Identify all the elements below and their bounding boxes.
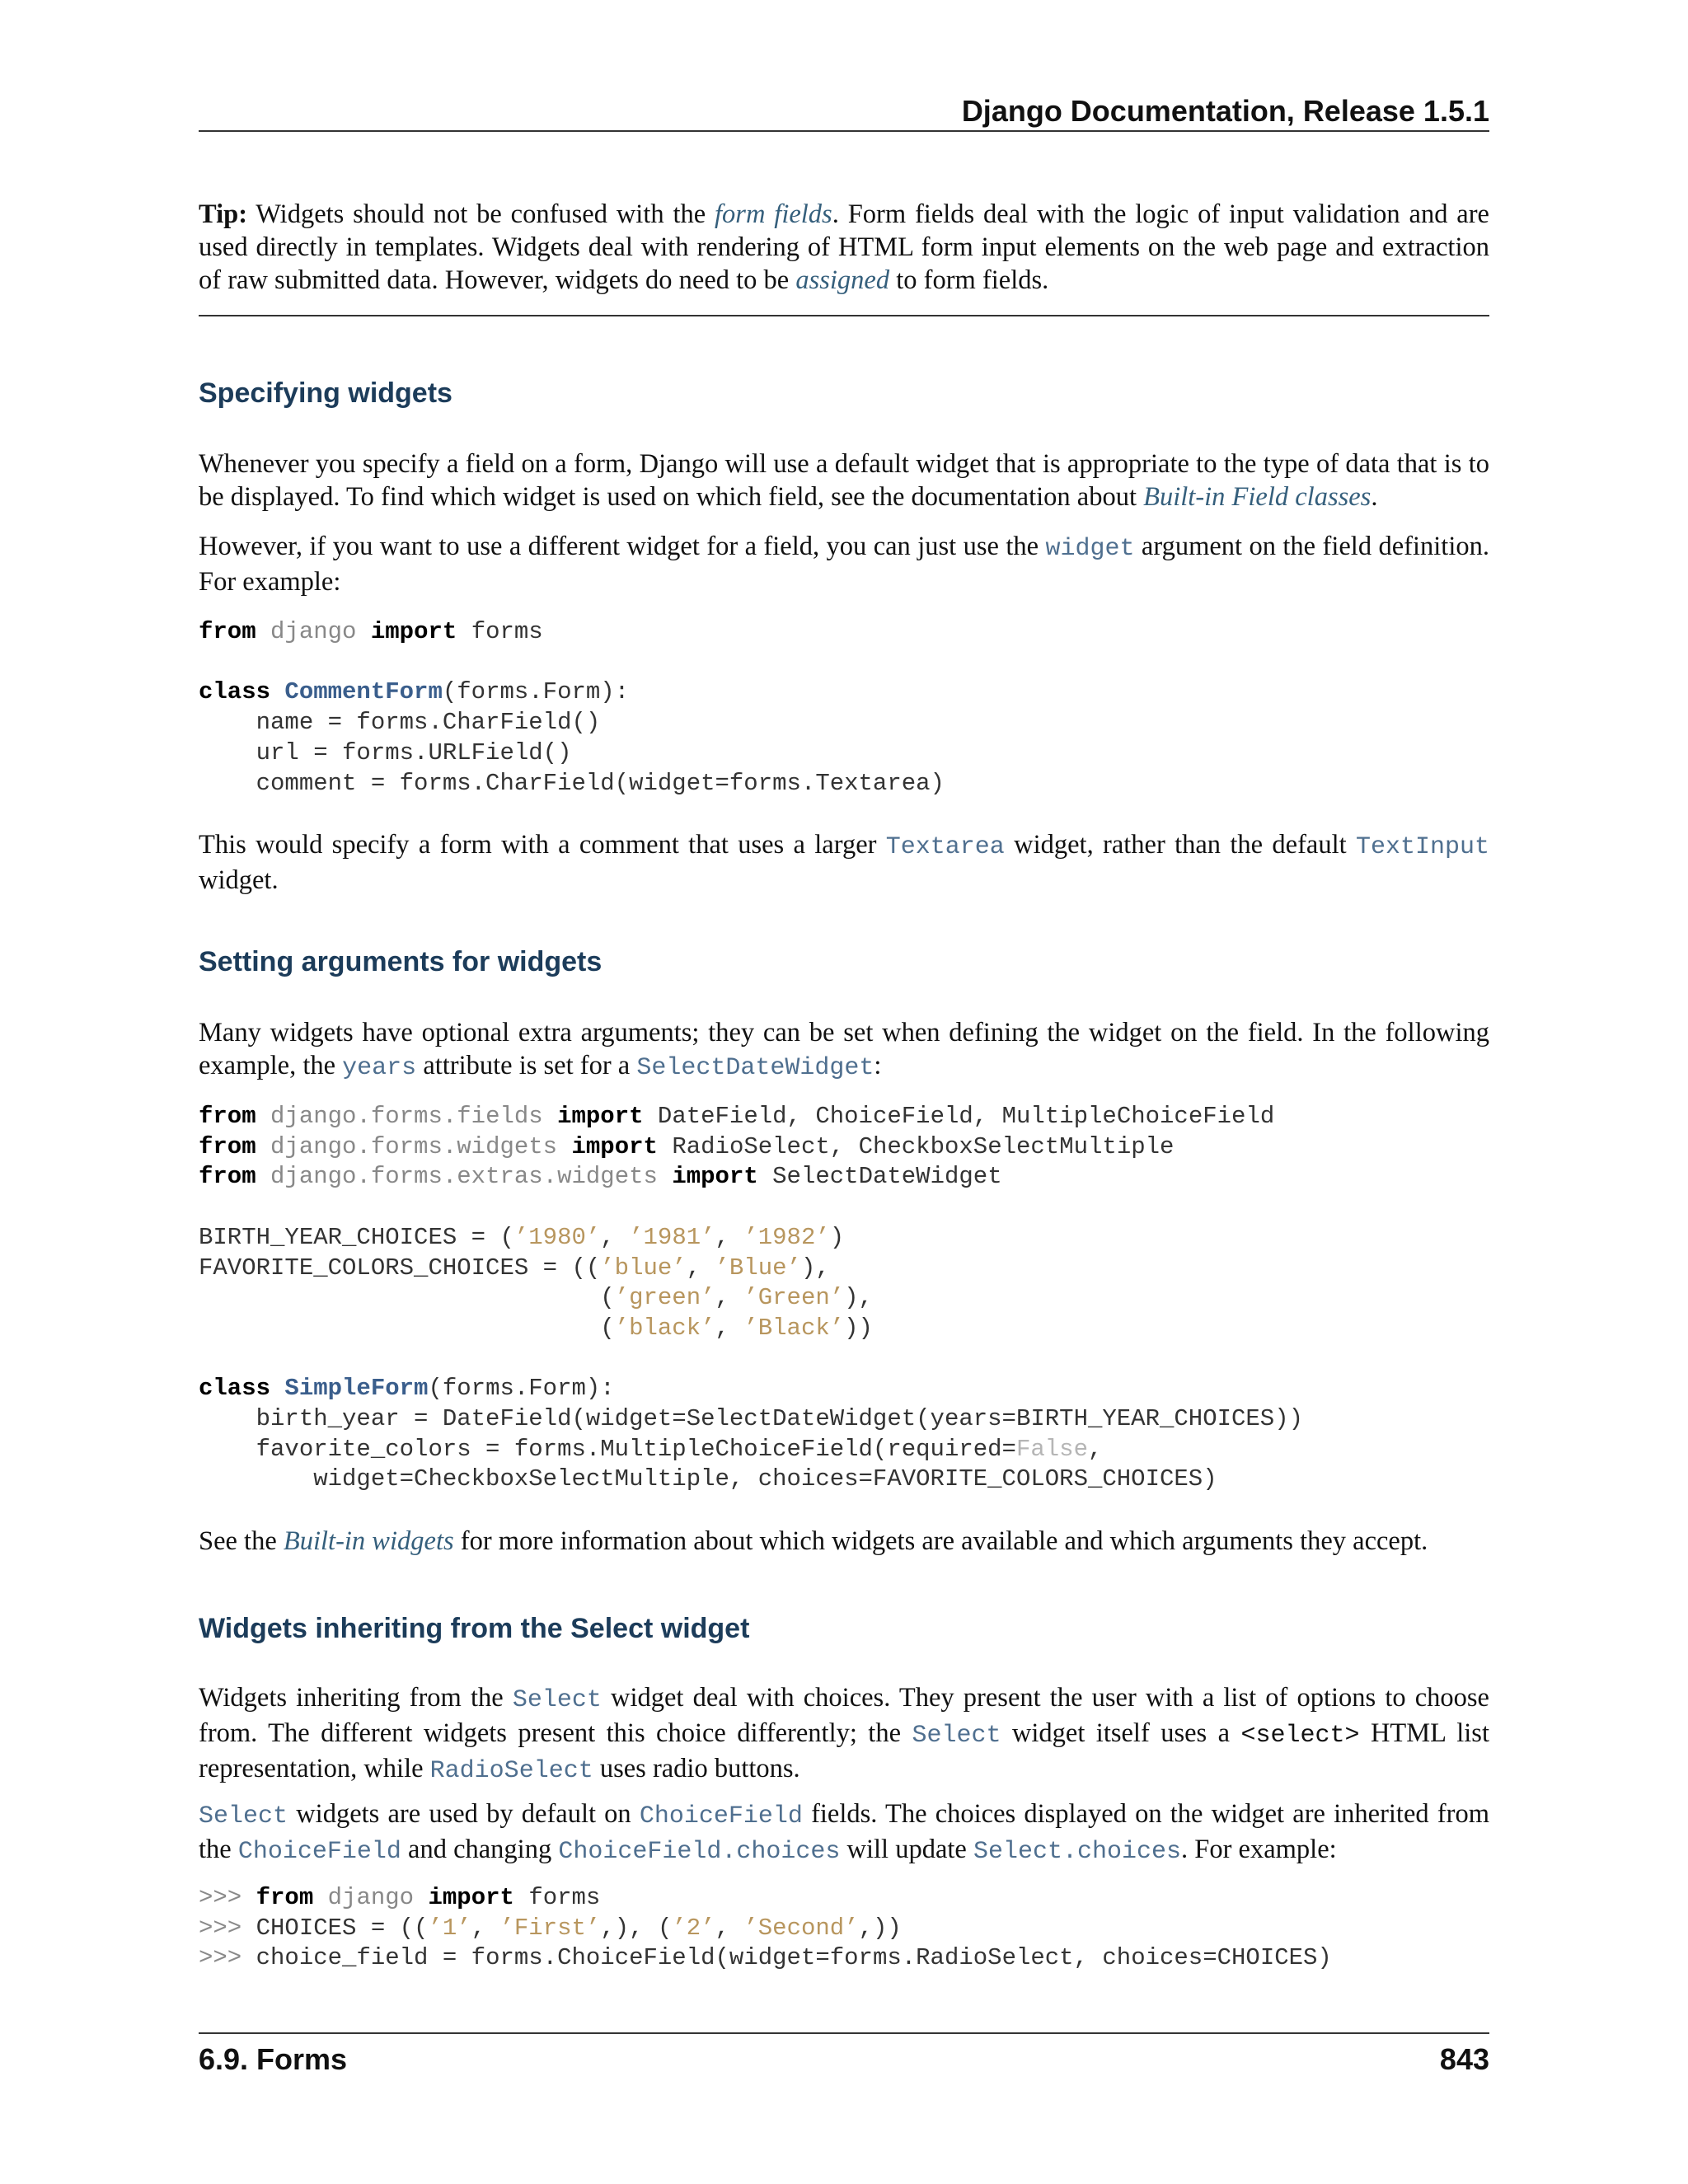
- heading-setting-arguments: Setting arguments for widgets: [199, 946, 603, 977]
- tip-label: Tip:: [199, 199, 248, 229]
- years-literal: years: [342, 1054, 417, 1082]
- document-page: [199, 0, 1489, 2184]
- paragraph: See the Built-in widgets for more information about which widgets are available and which arguments they accept.: [199, 1526, 1428, 1556]
- tip-text: Tip: Widgets should not be confused with the form fields. Form fields deal with the logic of input validation and are used directly in templates. Widgets deal with rendering of HTML form input elements on the web page and extraction of raw submitted data. However, widgets do need to be assigned to form fields.: [199, 199, 1489, 295]
- builtin-widgets-link[interactable]: Built-in widgets: [283, 1526, 454, 1556]
- page-number: 843: [1439, 2042, 1489, 2076]
- heading-specifying-widgets: Specifying widgets: [199, 377, 452, 409]
- paragraph: Many widgets have optional extra arguments; they can be set when defining the widget on the field. In the following example, the years attribute is set for a SelectDateWidget:: [199, 1018, 1489, 1082]
- code-block-commentform: from django import forms class CommentForm(forms.Form): name = forms.CharField() url = forms.URLField() comment = forms.CharField(widget=forms.Textarea): [199, 618, 945, 797]
- widget-literal: widget: [1045, 535, 1135, 563]
- form-fields-link[interactable]: form fields: [715, 199, 832, 229]
- paragraph: Select widgets are used by default on ChoiceField fields. The choices displayed on the widget are inherited from the ChoiceField and changing ChoiceField.choices will update Select.choices. For example:: [199, 1799, 1489, 1866]
- assigned-link[interactable]: assigned: [795, 265, 890, 295]
- tip-admonition: [199, 198, 1489, 316]
- code-block-simpleform: from django.forms.fields import DateField, ChoiceField, MultipleChoiceField from django.forms.widgets import RadioSelect, CheckboxSelectMultiple from django.forms.extras.widgets import SelectDateWidget BIRTH_YEAR_CHOICES = (’1980’, ’1981’, ’1982’) FAVORITE_COLORS_CHOICES = ((’blue’, ’Blue’), (’green’, ’Green’), (’black’, ’Black’)) class SimpleForm(forms.Form): birth_year = DateField(widget=SelectDateWidget(years=BIRTH_YEAR_CHOICES)) favorite_colors = forms.MultipleChoiceField(required=False, widget=CheckboxSelectMultiple, choices=FAVORITE_COLORS_CHOICES): [199, 1103, 1304, 1493]
- paragraph: This would specify a form with a comment that uses a larger Textarea widget, rather than the default TextInput widget.: [199, 830, 1489, 895]
- footer-section: 6.9. Forms: [199, 2042, 348, 2076]
- builtin-field-classes-link[interactable]: Built-in Field classes: [1143, 482, 1372, 512]
- running-header: Django Documentation, Release 1.5.1: [199, 91, 1489, 132]
- page-footer: [199, 2032, 1489, 2080]
- selectdatewidget-literal: SelectDateWidget: [636, 1054, 874, 1082]
- heading-select-widget: Widgets inheriting from the Select widget: [199, 1613, 750, 1644]
- code-block-choicefield: >>> from django import forms >>> CHOICES = ((’1’, ’First’,), (’2’, ’Second’,)) >>> choice_field = forms.ChoiceField(widget=forms.RadioSelect, choices=CHOICES): [199, 1884, 1332, 1972]
- paragraph: Widgets inheriting from the Select widget deal with choices. They present the user with a list of options to choose from. The different widgets present this choice differently; the Select widget itself uses a <select> HTML list representation, while RadioSelect uses radio buttons.: [199, 1683, 1489, 1785]
- textarea-literal: Textarea: [885, 833, 1005, 861]
- paragraph: Whenever you specify a field on a form, Django will use a default widget that is appropriate to the type of data that is to be displayed. To find which widget is used on which field, see the documentation about Built-in Field classes.: [199, 449, 1489, 512]
- textinput-literal: TextInput: [1355, 833, 1489, 861]
- paragraph: However, if you want to use a different widget for a field, you can just use the widget argument on the field definition. For example:: [199, 532, 1489, 597]
